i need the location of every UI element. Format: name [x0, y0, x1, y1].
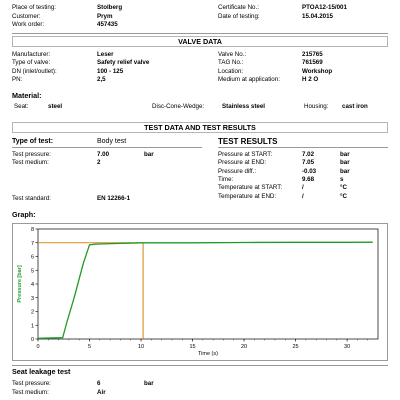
x-tick-label: 25 [292, 344, 299, 350]
y-tick-label: 1 [30, 323, 34, 330]
field-label: DN (inlet/outlet): [12, 67, 57, 75]
x-tick-label: 10 [137, 344, 145, 350]
x-tick-label: 0 [36, 344, 40, 350]
y-tick-label: 2 [30, 309, 34, 316]
field-unit: °C [340, 192, 347, 200]
test-pressure-unit: bar [144, 151, 154, 158]
field-unit: bar [340, 167, 350, 175]
type-of-test-value: Body test [97, 138, 127, 145]
test-results-heading: TEST RESULTS [218, 137, 278, 146]
leak-pressure-value: 6 [97, 380, 101, 387]
test-pressure-value: 7.00 [97, 151, 110, 158]
field-value: PTOA12-15/001 [302, 4, 347, 11]
y-axis-label: Pressure [bar] [17, 265, 23, 303]
seat-leakage-heading: Seat leakage test [12, 367, 71, 376]
field-value: 100 - 125 [97, 67, 124, 75]
field-label: Pressure diff.: [218, 167, 257, 175]
divider [12, 33, 388, 34]
leak-medium-label: Test medium: [12, 389, 49, 396]
field-value: Workshop [302, 67, 333, 75]
y-tick-label: 3 [30, 295, 34, 302]
valve-data-heading: VALVE DATA [12, 36, 388, 47]
leak-pressure-label: Test pressure: [12, 380, 51, 387]
field-value: 2,5 [97, 75, 106, 83]
field-value: Prym [97, 12, 113, 20]
field-value: Safety relief valve [97, 59, 150, 67]
x-tick-label: 5 [87, 344, 92, 350]
leak-medium-value: Air [97, 389, 106, 396]
divider [218, 147, 388, 148]
test-standard-label: Test standard: [12, 195, 51, 202]
field-value: 761569 [302, 59, 323, 67]
field-value: Stolberg [97, 4, 123, 11]
seat-value: steel [48, 103, 63, 110]
test-pressure-label: Test pressure: [12, 151, 51, 158]
field-label: Type of valve: [12, 59, 51, 67]
type-of-test-label: Type of test: [12, 138, 54, 145]
pressure-chart [12, 223, 388, 361]
disc-label: Disc-Cone-Wedge: [152, 103, 205, 110]
field-label: Medium at application: [218, 75, 280, 83]
field-value: 215765 [302, 51, 323, 58]
housing-value: cast iron [342, 103, 368, 110]
disc-value: Stainless steel [222, 103, 265, 110]
leak-pressure-unit: bar [144, 380, 154, 387]
field-label: Date of testing: [218, 12, 260, 20]
seat-label: Seat: [14, 103, 29, 110]
field-label: Customer: [12, 12, 41, 20]
field-label: Temperature at END: [218, 192, 277, 200]
test-standard-value: EN 12266-1 [97, 195, 131, 202]
test-medium-value: 2 [97, 159, 101, 166]
material-heading: Material: [12, 91, 42, 100]
test-medium-label: Test medium: [12, 159, 49, 166]
field-label: Location: [218, 67, 244, 75]
field-unit: bar [340, 159, 350, 167]
y-tick-label: 7 [30, 240, 34, 247]
x-tick-label: 15 [189, 344, 196, 350]
field-label: Place of testing: [12, 4, 57, 11]
field-value: / [302, 184, 304, 192]
y-tick-label: 4 [30, 282, 34, 288]
field-label: Work order: [12, 21, 45, 28]
x-tick-label: 30 [344, 344, 351, 350]
divider [12, 147, 202, 148]
field-unit: bar [340, 151, 350, 158]
y-tick-label: 6 [30, 254, 34, 261]
y-tick-label: 0 [30, 337, 34, 343]
field-label: Time: [218, 175, 234, 183]
field-value: 7.05 [302, 159, 315, 167]
field-value: / [302, 192, 304, 200]
x-tick-label: 20 [240, 344, 248, 350]
field-label: Temperature at START: [218, 184, 283, 192]
field-value: -0.03 [302, 167, 317, 175]
field-unit: °C [340, 184, 347, 192]
field-value: 9.68 [302, 175, 315, 183]
field-label: Valve No.: [218, 51, 247, 58]
test-data-heading: TEST DATA AND TEST RESULTS [12, 122, 388, 133]
x-axis-label: Time (s) [198, 351, 218, 357]
y-tick-label: 8 [30, 227, 34, 233]
field-value: H 2 O [302, 75, 319, 83]
field-unit: s [340, 175, 344, 183]
y-tick-label: 5 [30, 268, 34, 275]
field-label: TAG No.: [218, 59, 244, 67]
field-value: 457435 [97, 21, 118, 28]
field-label: PN: [12, 75, 23, 83]
field-label: Manufacturer: [12, 51, 51, 58]
housing-label: Housing: [304, 103, 329, 110]
field-value: 15.04.2015 [302, 12, 333, 20]
field-value: Leser [97, 51, 114, 58]
divider [12, 365, 388, 366]
field-label: Pressure at END: [218, 159, 267, 167]
field-label: Certificate No.: [218, 4, 259, 11]
field-value: 7.02 [302, 151, 315, 158]
graph-heading: Graph: [12, 210, 36, 219]
field-label: Pressure at START: [218, 151, 273, 158]
